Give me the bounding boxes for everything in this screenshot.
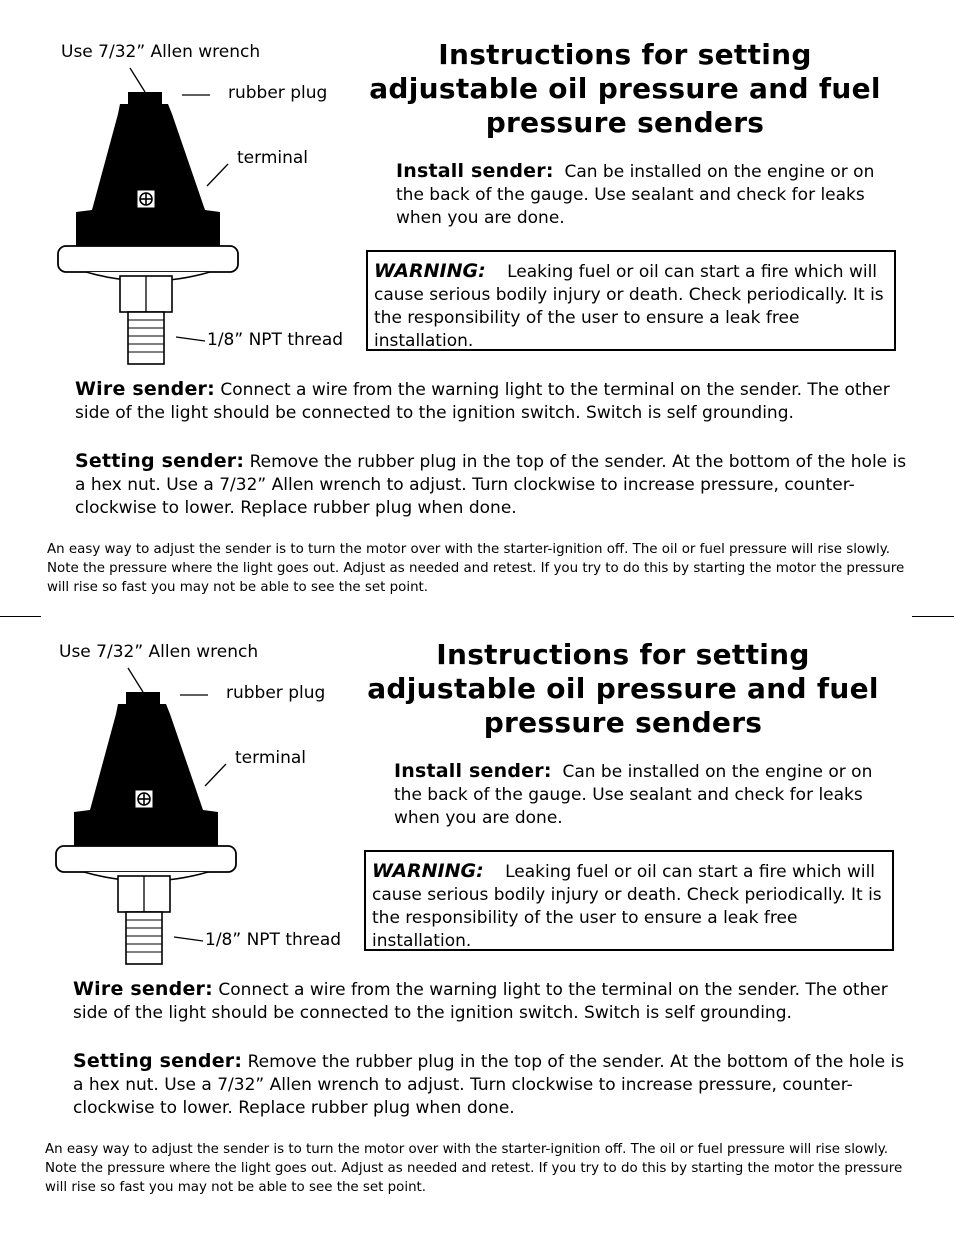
adjust-note: An easy way to adjust the sender is to turn the motor over with the starter-ignition off. The oil or fuel pressure will rise slowly. Note the pressure where the light goes out. Adjust as needed and retest. If you try to do this by starting the motor the pressure will rise so fast you may not be able to see the set point.: [47, 542, 905, 595]
setting-text: Remove the rubber plug in the top of the sender. At the bottom of the hole is a hex nut. Use a 7/32” Allen wrench to adjust. Turn clockwise to increase pressure, counter-clockwise to lower. Replace rubber plug when done.: [73, 1052, 905, 1118]
title-line: adjustable oil pressure and fuel: [367, 672, 879, 705]
setting-section: [73, 1050, 908, 1120]
label-npt-thread: 1/8” NPT thread: [207, 330, 344, 350]
label-allen-wrench: Use 7/32” Allen wrench: [61, 42, 261, 62]
install-section: [396, 160, 901, 230]
setting-text: Remove the rubber plug in the top of the sender. At the bottom of the hole is a hex nut. Use a 7/32” Allen wrench to adjust. Turn clockwise to increase pressure, counter-clockwise to lower. Replace rubber plug when done.: [75, 452, 907, 518]
label-rubber-plug: rubber plug: [228, 83, 328, 103]
warning-box: [364, 850, 894, 951]
sender-diagram: [0, 600, 358, 980]
install-heading: Install sender:: [394, 760, 552, 782]
wire-text: Connect a wire from the warning light to the terminal on the sender. The other side of the light should be connected to the ignition switch. Switch is self grounding.: [75, 380, 890, 423]
wire-heading: Wire sender:: [73, 978, 213, 1000]
title-line: Instructions for setting: [438, 38, 812, 71]
label-terminal: terminal: [237, 148, 309, 168]
sender-diagram: [0, 0, 360, 380]
warning-heading: WARNING:: [374, 260, 486, 282]
wire-section: [75, 378, 910, 425]
wire-heading: Wire sender:: [75, 378, 215, 400]
warning-text: Leaking fuel or oil can start a fire which will cause serious bodily injury or death. Check periodically. It is the responsibility of the user to ensure a leak free installation.: [374, 262, 884, 351]
title-line: adjustable oil pressure and fuel: [369, 72, 881, 105]
install-section: [394, 760, 899, 830]
title-line: Instructions for setting: [436, 638, 810, 671]
page-title: [348, 638, 898, 740]
setting-section: [75, 450, 910, 520]
wire-text: Connect a wire from the warning light to the terminal on the sender. The other side of the light should be connected to the ignition switch. Switch is self grounding.: [73, 980, 888, 1023]
instruction-sheet-top: [0, 0, 954, 600]
label-rubber-plug: rubber plug: [226, 683, 326, 703]
adjust-note: An easy way to adjust the sender is to turn the motor over with the starter-ignition off. The oil or fuel pressure will rise slowly. Note the pressure where the light goes out. Adjust as needed and retest. If you try to do this by starting the motor the pressure will rise so fast you may not be able to see the set point.: [45, 1142, 903, 1195]
install-heading: Install sender:: [396, 160, 554, 182]
warning-text: Leaking fuel or oil can start a fire which will cause serious bodily injury or death. Check periodically. It is the responsibility of the user to ensure a leak free installation.: [372, 862, 882, 951]
install-text: Can be installed on the engine or on the back of the gauge. Use sealant and check for leaks when you are done.: [394, 762, 873, 828]
wire-section: [73, 978, 908, 1025]
label-allen-wrench: Use 7/32” Allen wrench: [59, 642, 259, 662]
title-line: pressure senders: [483, 706, 763, 739]
install-text: Can be installed on the engine or on the back of the gauge. Use sealant and check for leaks when you are done.: [396, 162, 875, 228]
label-terminal: terminal: [235, 748, 307, 768]
instruction-sheet-bottom: [0, 600, 954, 1200]
title-line: pressure senders: [485, 106, 765, 139]
warning-heading: WARNING:: [372, 860, 484, 882]
label-npt-thread: 1/8” NPT thread: [205, 930, 342, 950]
setting-heading: Setting sender:: [75, 450, 245, 472]
page-title: [350, 38, 900, 140]
setting-heading: Setting sender:: [73, 1050, 243, 1072]
warning-box: [366, 250, 896, 351]
